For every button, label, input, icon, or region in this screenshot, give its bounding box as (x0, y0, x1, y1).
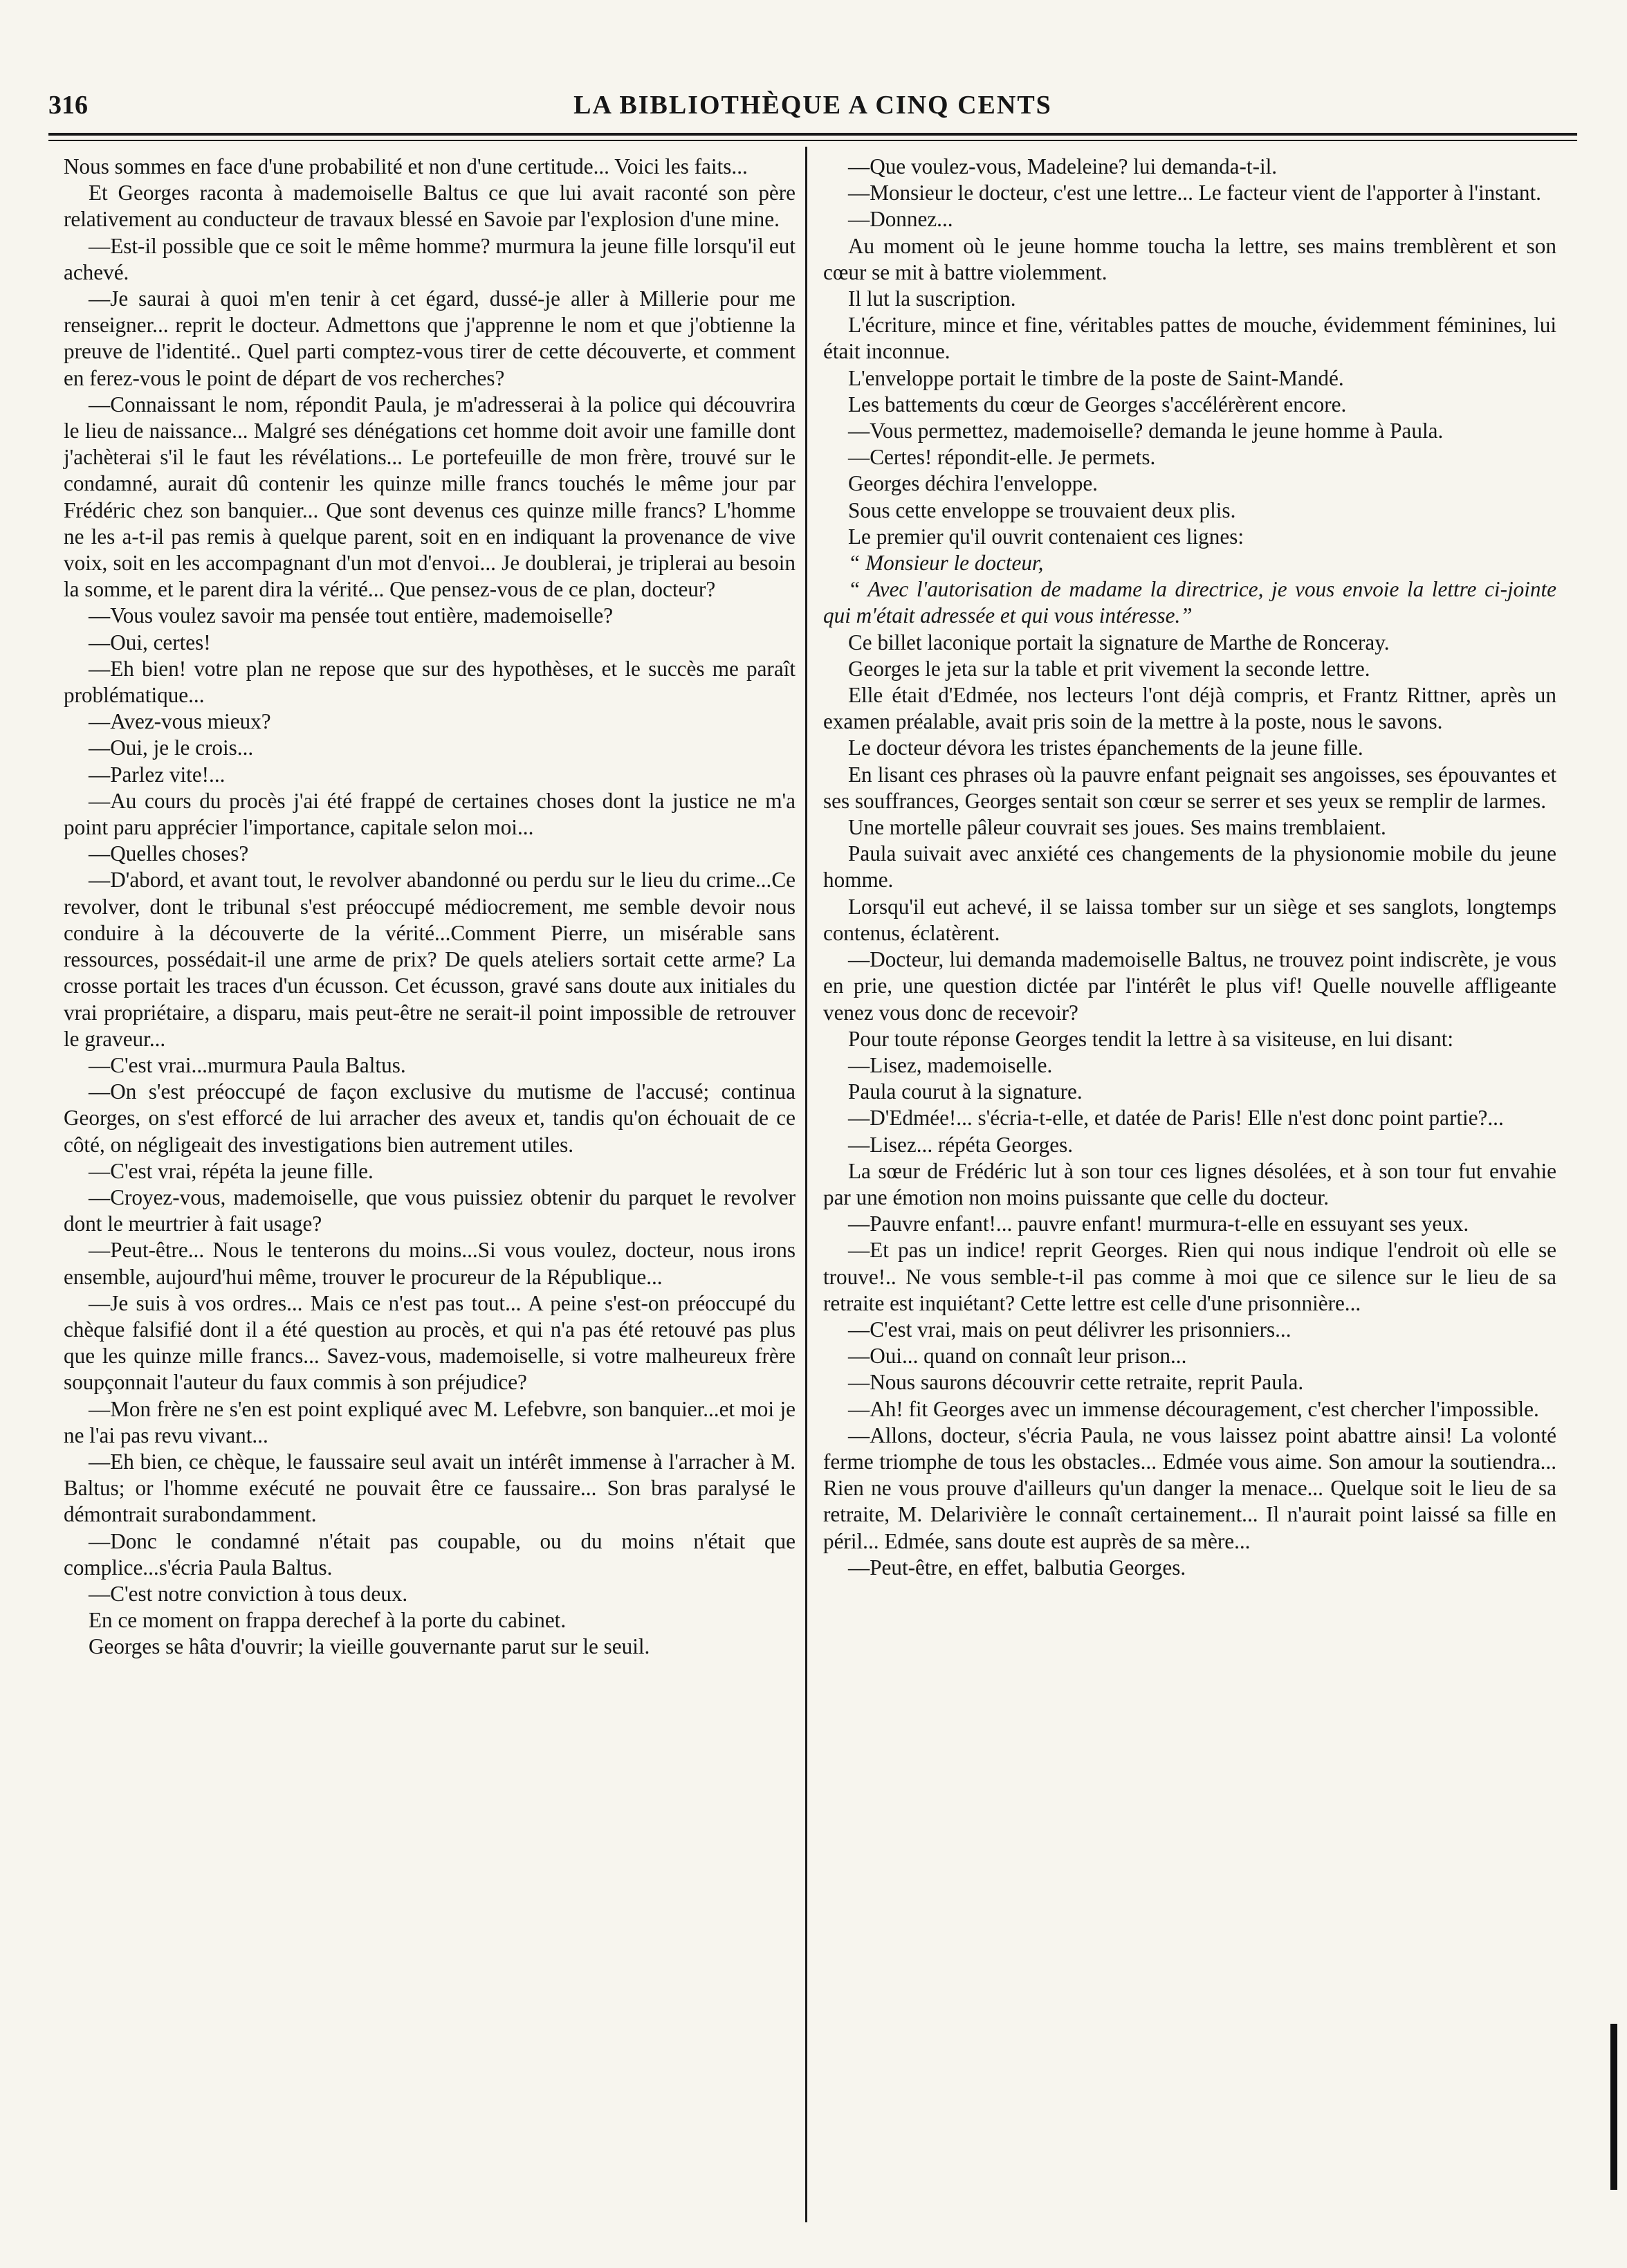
left-column (64, 154, 796, 1661)
column-divider (805, 147, 807, 2222)
paragraph: —Croyez-vous, mademoiselle, que vous puissiez obtenir du parquet le revolver dont le meurtrier à fait usage? (64, 1185, 796, 1236)
paragraph: —Nous saurons découvrir cette retraite, reprit Paula. (848, 1370, 1304, 1395)
paragraph: —Peut-être... Nous le tenterons du moins...Si vous voulez, docteur, nous irons ensemble, aujourd'hui même, trouver le procureur de la République... (64, 1238, 796, 1289)
paragraph: —Ah! fit Georges avec un immense découragement, c'est chercher l'impossible. (848, 1396, 1539, 1421)
paragraph: —Au cours du procès j'ai été frappé de certaines choses dont la justice ne m'a point paru apprécier l'importance, capitale selon moi... (64, 788, 796, 840)
paragraph: Georges déchira l'enveloppe. (848, 471, 1098, 496)
letter-salutation: “ Monsieur le docteur, (848, 551, 1044, 576)
paragraph: L'enveloppe portait le timbre de la poste de Saint-Mandé. (848, 365, 1344, 390)
paragraph: En ce moment on frappa derechef à la porte du cabinet. (89, 1608, 567, 1633)
page-header (48, 90, 1577, 131)
page-number: 316 (48, 91, 88, 120)
paragraph: —Certes! répondit-elle. Je permets. (848, 445, 1156, 470)
paragraph: La sœur de Frédéric lut à son tour ces lignes désolées, et à son tour fut envahie par une émotion non moins puissante que celle du docteur. (823, 1158, 1556, 1209)
paragraph: —Pauvre enfant!... pauvre enfant! murmura-t-elle en essuyant ses yeux. (848, 1211, 1469, 1236)
margin-ink-mark (1610, 2024, 1617, 2190)
paragraph: —Est-il possible que ce soit le même homme? murmura la jeune fille lorsqu'il eut achevé. (64, 233, 796, 284)
paragraph: Georges se hâta d'ouvrir; la vieille gouvernante parut sur le seuil. (89, 1634, 650, 1659)
paragraph: Paula courut à la signature. (848, 1079, 1083, 1104)
paragraph: —Oui, certes! (89, 630, 211, 655)
paragraph: —Docteur, lui demanda mademoiselle Baltus, ne trouvez point indiscrète, je vous en prie, une question dictée par l'intérêt le plus vif! Quelle nouvelle affligeante venez vous donc de recevoir? (823, 947, 1556, 1025)
paragraph: Les battements du cœur de Georges s'accélérèrent encore. (848, 392, 1347, 417)
paragraph: En lisant ces phrases où la pauvre enfant peignait ses angoisses, ses épouvantes et ses souffrances, Georges sentait son cœur se serrer et ses yeux se remplir de larmes. (823, 762, 1556, 813)
paragraph: Il lut la suscription. (848, 286, 1016, 311)
right-column (823, 154, 1556, 1581)
paragraph: —Eh bien! votre plan ne repose que sur des hypothèses, et le succès me paraît problématique... (64, 656, 796, 708)
paragraph: —Connaissant le nom, répondit Paula, je m'adresserai à la police qui découvrira le lieu de naissance... Malgré ses dénégations cet homme doit avoir une famille dont j'achèterai s'il le faut les révélations... Le portefeuille de mon frère, trouvé sur le condamné, aurait dû contenir les quinze mille francs touchés le même jour par Frédéric chez son banquier... Que sont devenus ces quinze mille francs? L'homme ne les a-t-il pas remis à quelque parent, soit en en indiquant la provenance de vive voix, soit en les accompagnant d'un mot d'envoi... Je doublerai, je triplerai au besoin la somme, et le parent dira la vérité... Que pensez-vous de ce plan, docteur? (64, 392, 796, 602)
paragraph: —On s'est préoccupé de façon exclusive du mutisme de l'accusé; continua Georges, on s'est efforcé de lui arracher des aveux et, tandis qu'on échouait de ce côté, on négligeait des investigations bien autrement utiles. (64, 1079, 796, 1157)
letter-quote: “ Avec l'autorisation de madame la directrice, je vous envoie la lettre ci-jointe qui m'était adressée et qui vous intéresse.” (823, 577, 1556, 628)
paragraph: —Lisez, mademoiselle. (848, 1052, 1053, 1077)
paragraph: —Oui, je le crois... (89, 735, 254, 760)
paragraph: —Mon frère ne s'en est point expliqué avec M. Lefebvre, son banquier...et moi je ne l'ai pas revu vivant... (64, 1396, 796, 1447)
header-rule-thin (48, 140, 1577, 141)
paragraph: Pour toute réponse Georges tendit la lettre à sa visiteuse, en lui disant: (848, 1026, 1454, 1051)
paragraph: —Peut-être, en effet, balbutia Georges. (848, 1555, 1186, 1580)
paragraph: Sous cette enveloppe se trouvaient deux plis. (848, 497, 1236, 522)
paragraph: —Parlez vite!... (89, 762, 226, 787)
paragraph: —C'est notre conviction à tous deux. (89, 1581, 408, 1606)
paragraph: —D'Edmée!... s'écria-t-elle, et datée de Paris! Elle n'est donc point partie?... (848, 1106, 1504, 1131)
paragraph: —C'est vrai, mais on peut délivrer les prisonniers... (848, 1317, 1292, 1342)
paragraph: —Que voulez-vous, Madeleine? lui demanda-t-il. (848, 154, 1278, 179)
paragraph: —Quelles choses? (89, 841, 249, 866)
paragraph: —Oui... quand on connaît leur prison... (848, 1344, 1187, 1369)
paragraph: —Et pas un indice! reprit Georges. Rien qui nous indique l'endroit où elle se trouve!.. Ne vous semble-t-il pas comme à moi que ce silence sur le lieu de sa retraite est inquiétant? Cette lettre est celle d'une prisonnière... (823, 1238, 1556, 1315)
paragraph: L'écriture, mince et fine, véritables pattes de mouche, évidemment féminines, lui était inconnue. (823, 313, 1556, 364)
paragraph: —Donc le condamné n'était pas coupable, ou du moins n'était que complice...s'écria Paula Baltus. (64, 1528, 796, 1580)
paragraph: —Eh bien, ce chèque, le faussaire seul avait un intérêt immense à l'arracher à M. Baltus; or l'homme exécuté ne pouvait être ce faussaire... Son bras paralysé le démontrait surabondamment. (64, 1449, 796, 1527)
header-rule-thick (48, 133, 1577, 136)
paragraph: —Lisez... répéta Georges. (848, 1132, 1074, 1157)
paragraph: Le docteur dévora les tristes épanchements de la jeune fille. (848, 735, 1363, 760)
paragraph: Lorsqu'il eut achevé, il se laissa tomber sur un siège et ses sanglots, longtemps contenus, éclatèrent. (823, 894, 1556, 945)
paragraph: Au moment où le jeune homme toucha la lettre, ses mains tremblèrent et son cœur se mit à battre violemment. (823, 233, 1556, 284)
paragraph: —Avez-vous mieux? (89, 709, 271, 734)
paragraph: —Je suis à vos ordres... Mais ce n'est pas tout... A peine s'est-on préoccupé du chèque falsifié dont il a été question au procès, et qui n'a pas été retouvé pas plus que les quinze mille francs... Savez-vous, mademoiselle, si votre malheureux frère soupçonnait l'auteur du faux commis à son préjudice? (64, 1290, 796, 1395)
paragraph: Et Georges raconta à mademoiselle Baltus ce que lui avait raconté son père relativement au conducteur de travaux blessé en Savoie par l'explosion d'une mine. (64, 181, 796, 232)
paragraph: —Monsieur le docteur, c'est une lettre... Le facteur vient de l'apporter à l'instant. (848, 181, 1541, 205)
paragraph: Elle était d'Edmée, nos lecteurs l'ont déjà compris, et Frantz Rittner, après un examen préalable, avait pris soin de la mettre à la poste, nous le savons. (823, 683, 1556, 734)
paragraph: —Vous permettez, mademoiselle? demanda le jeune homme à Paula. (848, 419, 1444, 443)
paragraph: —D'abord, et avant tout, le revolver abandonné ou perdu sur le lieu du crime...Ce revolver, dont le tribunal s'est préoccupé médiocrement, me semble devoir nous conduire à la découverte de la vérité...Comment Pierre, un misérable sans ressources, possédait-il une arme de prix? De quels ateliers sortait cette arme? La crosse portait les traces d'un écusson. Cet écusson, gravé sans doute aux initiales du vrai propriétaire, a disparu, mais peut-être ne serait-il point impossible de retrouver le graveur... (64, 868, 796, 1051)
paragraph: —Vous voulez savoir ma pensée tout entière, mademoiselle? (89, 603, 614, 628)
paragraph: —Allons, docteur, s'écria Paula, ne vous laissez point abattre ainsi! La volonté ferme triomphe de tous les obstacles... Edmée vous aime. Son amour la soutiendra... Rien ne vous prouve d'ailleurs qu'un danger la menace... Quelque soit le lieu de sa retraite, M. Delarivière le connaît certainement... Il n'aurait point laissé sa fille en péril... Edmée, sans doute est auprès de sa mère... (823, 1423, 1556, 1553)
paragraph: —Je saurai à quoi m'en tenir à cet égard, dussé-je aller à Millerie pour me renseigner... reprit le docteur. Admettons que j'apprenne le nom et que j'obtienne la preuve de l'identité.. Quel parti comptez-vous tirer de cette découverte, et comment en ferez-vous le point de départ de vos recherches? (64, 286, 796, 390)
paragraph: —C'est vrai...murmura Paula Baltus. (89, 1052, 406, 1077)
paragraph: Une mortelle pâleur couvrait ses joues. Ses mains tremblaient. (848, 815, 1386, 840)
paragraph: Georges le jeta sur la table et prit vivement la seconde lettre. (848, 656, 1370, 681)
running-title: LA BIBLIOTHÈQUE A CINQ CENTS (573, 91, 1052, 120)
paragraph: Paula suivait avec anxiété ces changements de la physionomie mobile du jeune homme. (823, 841, 1556, 893)
paragraph: Ce billet laconique portait la signature de Marthe de Ronceray. (848, 630, 1390, 655)
paragraph: —Donnez... (848, 207, 953, 232)
paragraph: Le premier qu'il ouvrit contenaient ces lignes: (848, 524, 1244, 549)
paragraph: —C'est vrai, répéta la jeune fille. (89, 1158, 374, 1183)
paragraph: Nous sommes en face d'une probabilité et non d'une certitude... Voici les faits... (64, 154, 748, 179)
